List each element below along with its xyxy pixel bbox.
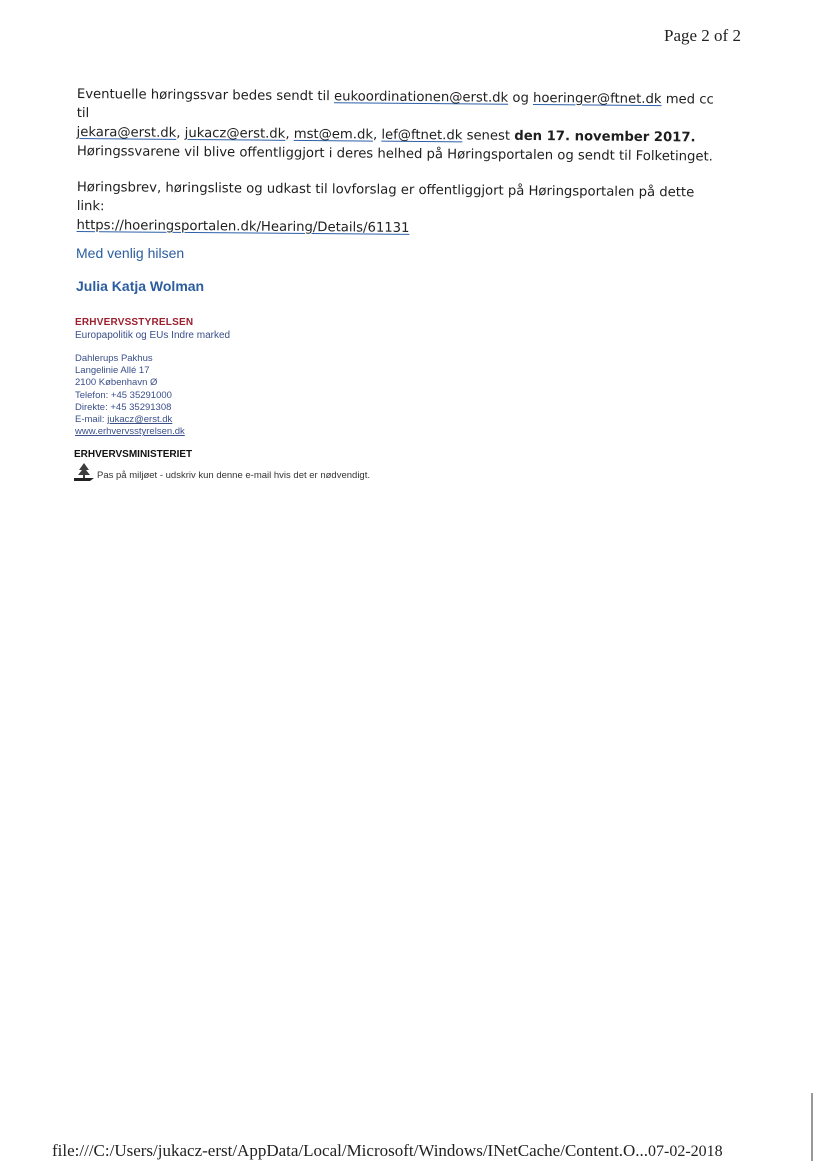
text-segment: , [285, 126, 294, 142]
text-segment: med cc til [76, 92, 714, 122]
email-label: E-mail: [75, 414, 108, 426]
portal-link[interactable]: https://hoeringsportalen.dk/Hearing/Details/61131 [76, 217, 410, 236]
email-link-jekara[interactable]: jekara@erst.dk [76, 124, 177, 141]
text-segment: . [690, 130, 696, 146]
direct-phone-line: Direkte: +45 35291308 [75, 401, 172, 413]
eco-notice-text: Pas på miljøet - udskriv kun denne e-mail hvis det er nødvendigt. [97, 469, 370, 481]
organization-name: ERHVERVSSTYRELSEN [75, 317, 194, 328]
paragraph-portal [77, 178, 717, 241]
contact-block [75, 353, 185, 438]
scan-edge-line [811, 1093, 813, 1161]
text-segment: , [372, 127, 382, 143]
portal-text: Høringsbrev, høringsliste og udkast til lovforslag er offentliggjort på Høringsportalen på dette link: [76, 179, 695, 215]
paragraph-submission-info [77, 85, 717, 148]
text-segment: og [508, 90, 534, 106]
phone-line: Telefon: +45 35291000 [75, 389, 172, 401]
tree-icon [73, 462, 95, 482]
email-link-hoeringer[interactable]: hoeringer@ftnet.dk [532, 90, 662, 108]
address-line: Langelinie Allé 17 [75, 365, 150, 377]
page-number: Page 2 of 2 [664, 26, 741, 45]
email-link-lef[interactable]: lef@ftnet.dk [381, 127, 463, 144]
text-segment: , [176, 125, 185, 141]
closing-greeting: Med venlig hilsen [76, 245, 185, 261]
email-line [75, 414, 185, 426]
address-line: 2100 København Ø [75, 377, 158, 389]
eco-notice [73, 462, 370, 482]
text-segment: Eventuelle høringssvar bedes sendt til [76, 86, 335, 105]
email-link-mst[interactable]: mst@em.dk [293, 126, 374, 143]
address-line: Dahlerups Pakhus [75, 353, 153, 364]
email-link-eukoordinationen[interactable]: eukoordinationen@erst.dk [334, 89, 509, 106]
signer-name: Julia Katja Wolman [76, 278, 205, 294]
website-link[interactable]: www.erhvervsstyrelsen.dk [75, 426, 185, 438]
department-name: Europapolitik og EUs Indre marked [75, 330, 231, 341]
signature-email-link[interactable]: jukacz@erst.dk [107, 414, 173, 426]
text-segment: senest [462, 128, 515, 144]
email-link-jukacz[interactable]: jukacz@erst.dk [184, 125, 286, 142]
print-date: 07-02-2018 [648, 1143, 723, 1160]
ministry-name: ERHVERVSMINISTERIET [74, 449, 193, 460]
paragraph-publication: Høringssvarene vil blive offentliggjort i deres helhed på Høringsportalen og sendt til Folketinget. [76, 143, 713, 165]
deadline-date: den 17. november 2017 [514, 128, 691, 146]
file-path-footer: file:///C:/Users/jukacz-erst/AppData/Local/Microsoft/Windows/INetCache/Content.O... [52, 1141, 649, 1160]
